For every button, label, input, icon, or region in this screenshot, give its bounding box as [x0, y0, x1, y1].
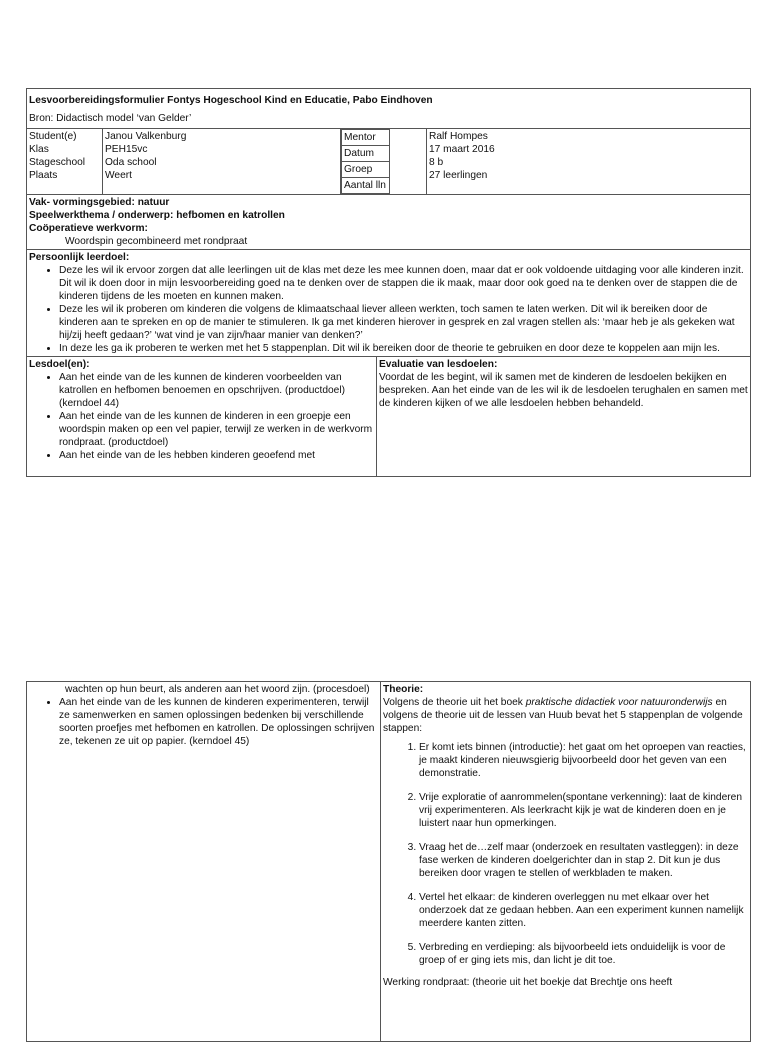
lesson-form-table-continued [26, 681, 751, 1042]
stage-value: Oda school [105, 157, 157, 168]
klas-value: PEH15vc [105, 144, 148, 155]
mentor-value: Ralf Hompes [429, 131, 488, 142]
list-item: 4. Vertel het elkaar: de kinderen overleggen nu met elkaar over het onderzoek dat ze gedaan hebben. Aan een experiment kunnen namelijk meerdere kanten zitten. [419, 891, 748, 930]
theorie-heading: Theorie: [383, 684, 424, 695]
lesdoel-list [29, 371, 374, 462]
werkvorm-heading: Coöperatieve werkvorm: [29, 223, 148, 234]
thema-heading: Speelwerkthema / onderwerp: hefbomen en katrollen [29, 210, 285, 221]
list-item: 5. Verbreding en verdieping: als bijvoorbeeld iets onduidelijk is voor de groep of er ging iets mis, dan licht je dit toe. [419, 941, 748, 967]
plaats-label: Plaats [29, 170, 58, 181]
lesson-form-table [26, 88, 751, 477]
leerdoel-heading: Persoonlijk leerdoel: [29, 252, 130, 263]
list-item: • Aan het einde van de les kunnen de kinderen in een groepje een woordspin maken op een vel papier, terwijl ze werken in de werkvorm rondpraat. (productdoel) [59, 410, 374, 449]
list-item: 2. Vrije exploratie of aanrommelen(spontane verkenning): laat de kinderen vrij experimenteren. Als leerkracht kijk je wat de kinderen doen en je luistert naar hun opmerkingen. [419, 791, 748, 830]
datum-label: Datum [342, 146, 390, 162]
evaluatie-text: Voordat de les begint, wil ik samen met de kinderen de lesdoelen bekijken en bespreken. Aan het einde van de les wil ik de lesdoelen terughalen en samen met de kinderen kijken of we alle lesdoelen hebben behandeld. [379, 372, 748, 409]
evaluatie-heading: Evaluatie van lesdoelen: [379, 359, 498, 370]
info-row [27, 129, 751, 195]
aantal-value: 27 leerlingen [429, 170, 488, 181]
student-value: Janou Valkenburg [105, 131, 187, 142]
leerdoel-list [29, 264, 748, 355]
lesdoel-continued: wachten op hun beurt, als anderen aan het woord zijn. (procesdoel) [65, 684, 370, 695]
list-item: • Aan het einde van de les hebben kinderen geoefend met [59, 449, 374, 462]
groep-value: 8 b [429, 157, 444, 168]
page-2 [0, 600, 768, 1024]
student-label: Student(e) [29, 131, 77, 142]
vak-heading: Vak- vormingsgebied: natuur [29, 197, 170, 208]
lesdoel-list-continued [29, 696, 378, 748]
werkvorm-value: Woordspin gecombineerd met rondpraat [65, 236, 248, 247]
klas-label: Klas [29, 144, 49, 155]
book-title: praktische didactiek voor natuuronderwijs [525, 697, 713, 708]
list-item: • Deze les wil ik proberen om kinderen die volgens de klimaatschaal liever alleen werkten, toch samen te laten werken. Dit wil ik bereiken door de kinderen aan te spreken en op de manier te stimuleren. Ik ga met kinderen hierover in gesprek en zal vragen stellen als: ‘maar heb je als gekeken wat hij/zij heeft gedaan?’ ‘wat vind je van zijn/haar manier van denken?’ [59, 303, 748, 342]
list-item: • Deze les wil ik ervoor zorgen dat alle leerlingen uit de klas met deze les mee kunnen doen, maar dat er ook voldoende uitdaging voor alle kinderen inzit. Dit wil ik doen door in mijn lesvoorbereiding goed na te denken over de stappen die ik maak, maar door ook goed na te denken over de stappen die de kinderen tijdens de les moeten en kunnen maken. [59, 264, 748, 303]
list-item: • Aan het einde van de les kunnen de kinderen voorbeelden van katrollen en hefbomen benoemen en opschrijven. (productdoel)(kerndoel 44) [59, 371, 374, 410]
groep-label: Groep [342, 162, 390, 178]
list-item: 1. Er komt iets binnen (introductie): het gaat om het oproepen van reacties, je maakt kinderen nieuwsgierig bijvoorbeeld door het geven van een demonstratie. [419, 741, 748, 780]
list-item: • In deze les ga ik proberen te werken met het 5 stappenplan. Dit wil ik bereiken door de theorie te gebruiken en door deze te koppelen aan mijn les. [59, 342, 748, 355]
mentor-label: Mentor [342, 130, 390, 146]
theorie-footer: Werking rondpraat: (theorie uit het boekje dat Brechtje ons heeft [383, 977, 673, 988]
form-title: Lesvoorbereidingsformulier Fontys Hogeschool Kind en Educatie, Pabo Eindhoven [29, 95, 433, 106]
list-item: • Aan het einde van de les kunnen de kinderen experimenteren, terwijl ze samenwerken en samen oplossingen bedenken bij verschillende soorten proefjes met hefbomen en katrollen. De oplossingen schrijven ze, tekenen ze uit op papier. (kerndoel 45) [59, 696, 378, 748]
form-source: Bron: Didactisch model ‘van Gelder’ [29, 113, 192, 124]
list-item: 3. Vraag het de…zelf maar (onderzoek en resultaten vastleggen): in deze fase werken de kinderen doelgerichter dan in stap 2. Dit kun je dus bereiken door vragen te stellen of werkbladen te maken. [419, 841, 748, 880]
lesdoel-heading: Lesdoel(en): [29, 359, 90, 370]
datum-value: 17 maart 2016 [429, 144, 495, 155]
steps-list [383, 741, 748, 967]
aantal-label: Aantal lln [342, 178, 390, 194]
theorie-intro: Volgens de theorie uit het boek praktische didactiek voor natuuronderwijs en volgens de theorie uit de lessen van Huub bevat het 5 stappenplan de volgende stappen: [383, 697, 743, 734]
plaats-value: Weert [105, 170, 132, 181]
stage-label: Stageschool [29, 157, 86, 168]
